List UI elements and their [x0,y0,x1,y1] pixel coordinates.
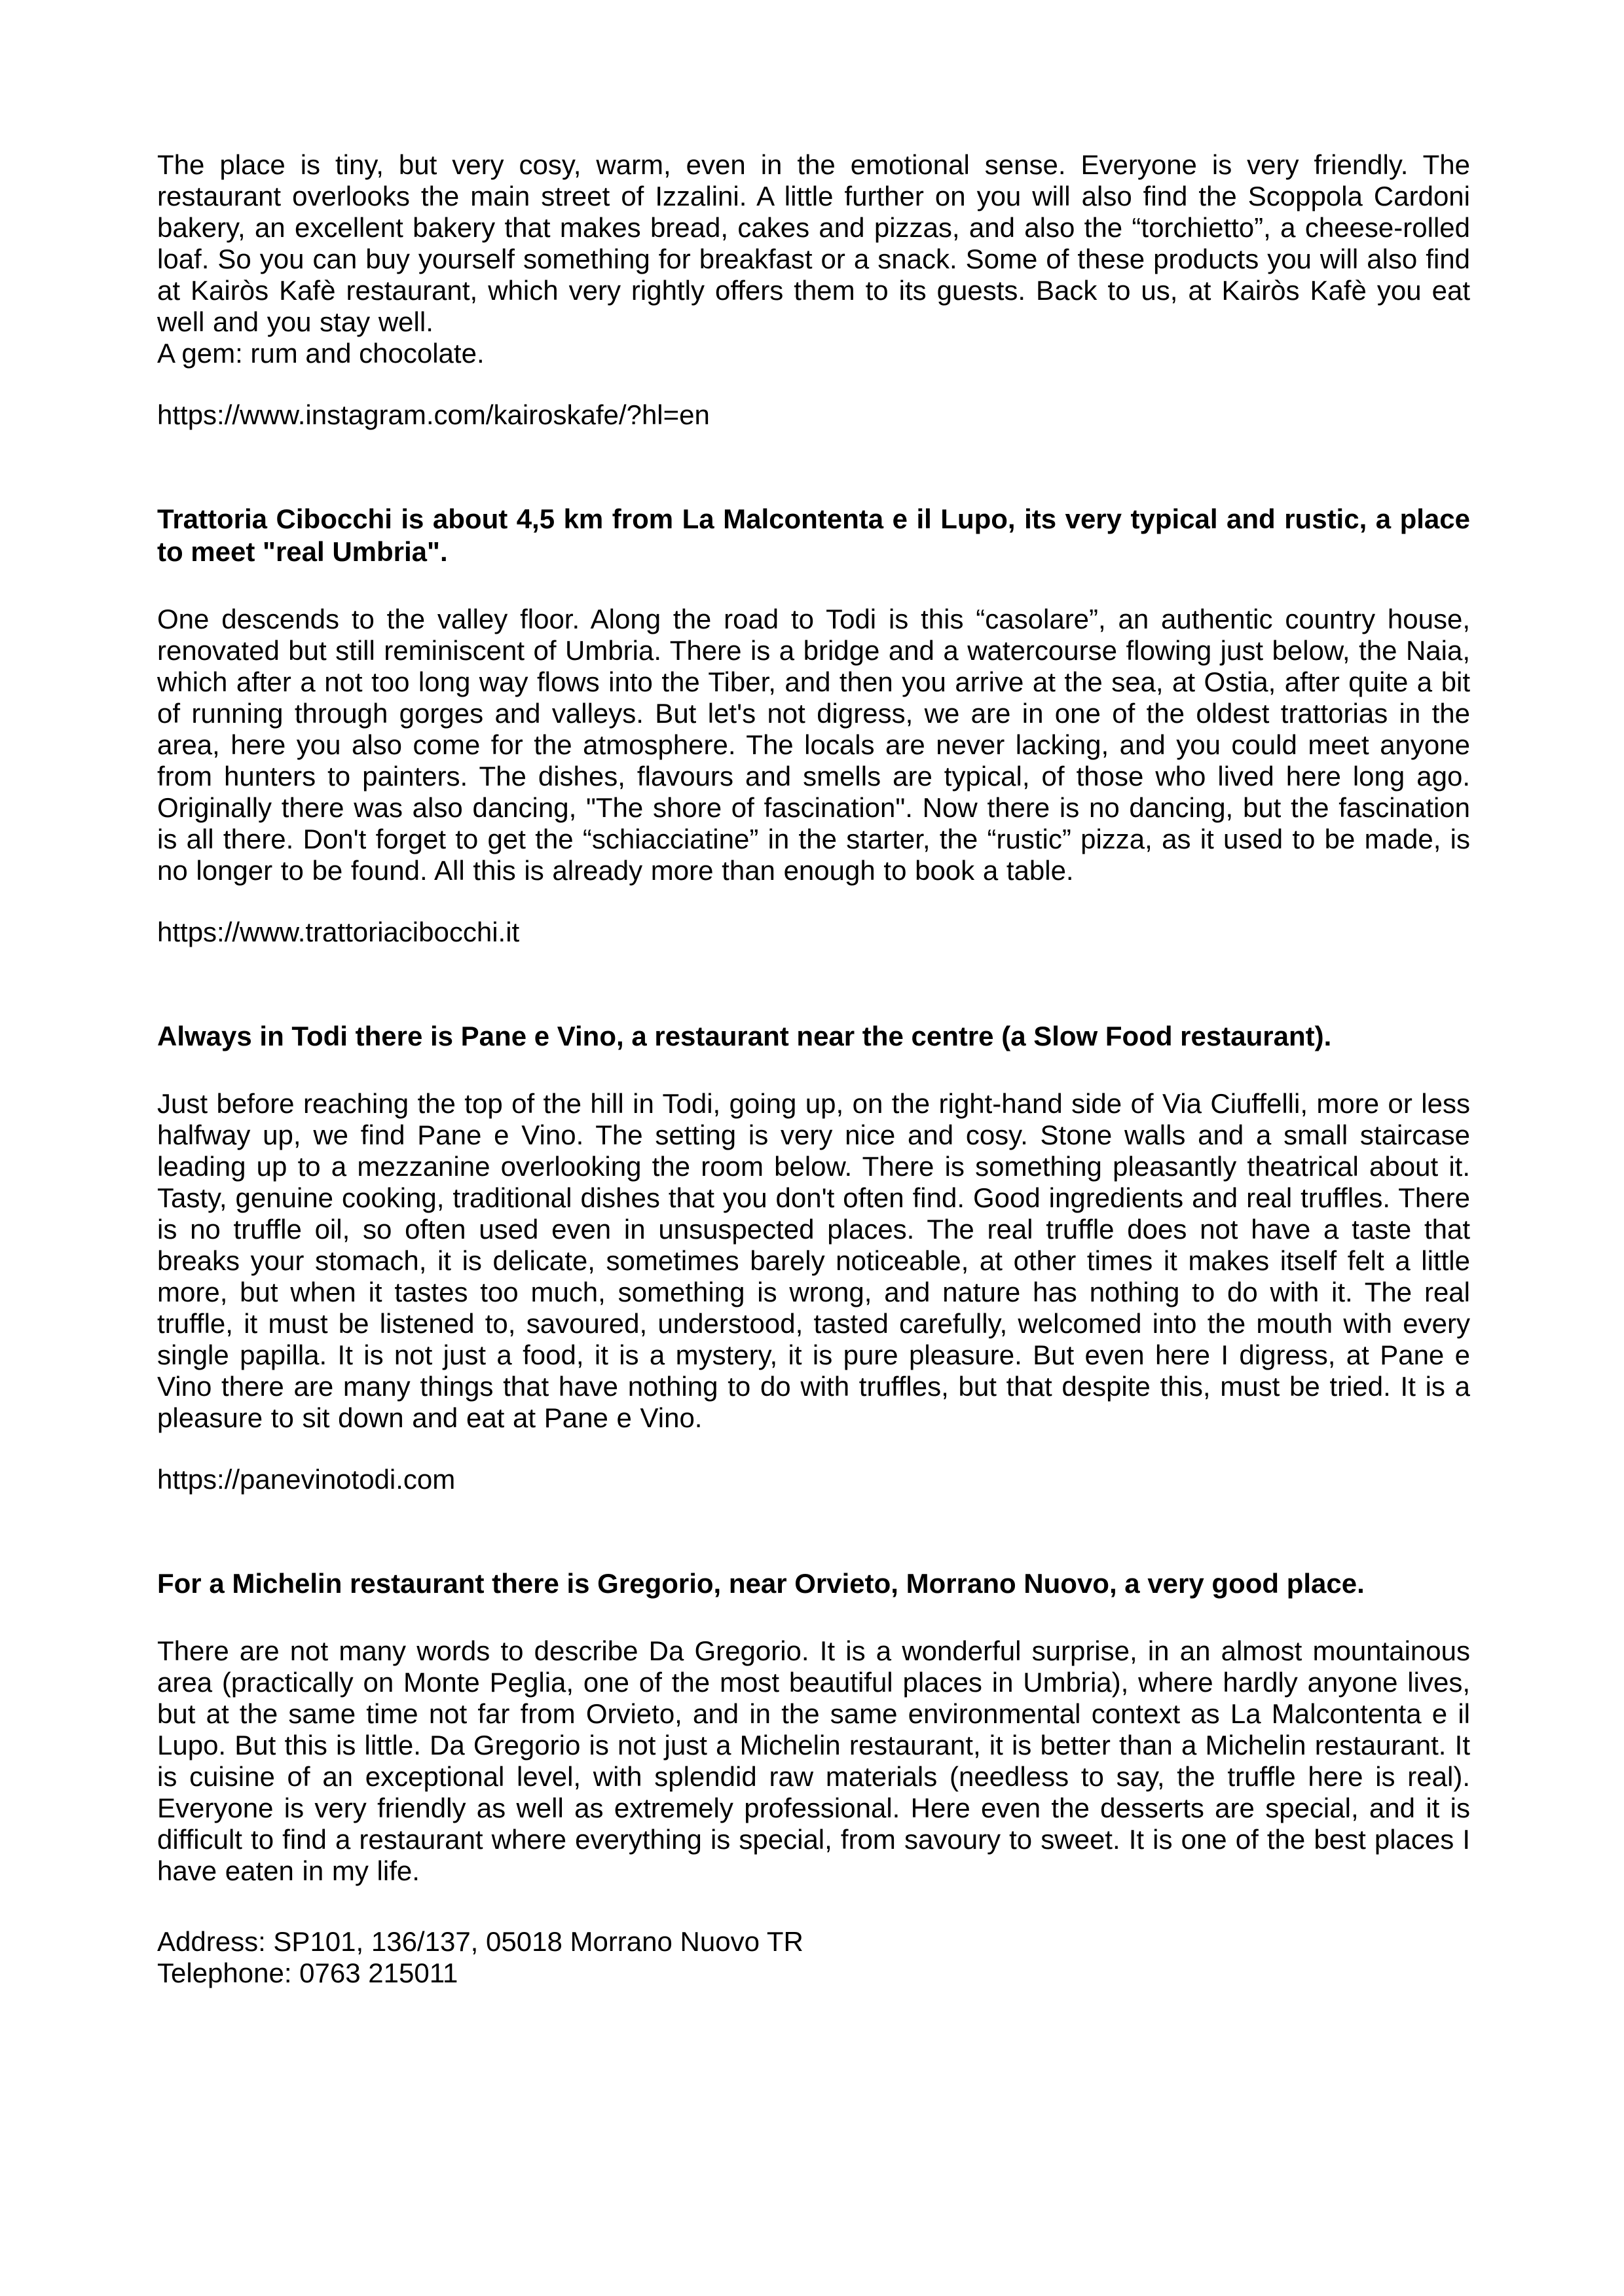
heading-da-gregorio: For a Michelin restaurant there is Gregorio, near Orvieto, Morrano Nuovo, a very good place. [157,1568,1365,1599]
line-a-gem: A gem: rum and chocolate. [157,338,485,369]
trattoria-cibocchi-url: https://www.trattoriacibocchi.it [157,917,520,947]
telephone-line: Telephone: 0763 215011 [157,1958,458,1988]
paragraph-pane-e-vino: Just before reaching the top of the hill in Todi, going up, on the right-hand side of Via Ciuffelli, more or less halfway up, we find Pane e Vino. The setting is very nice and cosy. Stone walls and a small staircase leading up to a mezzanine overlooking the room below. There is something pleasantly theatrical about it. Tasty, genuine cooking, traditional dishes that you don't often find. Good ingredients and real truffles. There is no truffle oil, so often used even in unsuspected places. The real truffle does not have a taste that breaks your stomach, it is delicate, sometimes barely noticeable, at other times it makes itself felt a little more, but when it tastes too much, something is wrong, and nature has nothing to do with it. The real truffle, it must be listened to, savoured, understood, tasted carefully, welcomed into the mouth with every single papilla. It is not just a food, it is a mystery, it is pure pleasure. But even here I digress, at Pane e Vino there are many things that have nothing to do with truffles, but that despite this, must be tried. It is a pleasure to sit down and eat at Pane e Vino. [157,1088,1470,1433]
paragraph-kairos-kafe: The place is tiny, but very cosy, warm, even in the emotional sense. Everyone is very friendly. The restaurant overlooks the main street of Izzalini. A little further on you will also find the Scoppola Cardoni bakery, an excellent bakery that makes bread, cakes and pizzas, and also the “torchietto”, a cheese-rolled loaf. So you can buy yourself something for breakfast or a snack. Some of these products you will also find at Kairòs Kafè restaurant, which very rightly offers them to its guests. Back to us, at Kairòs Kafè you eat well and you stay well. [157,149,1470,337]
heading-trattoria-cibocchi: Trattoria Cibocchi is about 4,5 km from La Malcontenta e il Lupo, its very typical and rustic, a place to meet "real Umbria". [157,503,1470,567]
heading-pane-e-vino: Always in Todi there is Pane e Vino, a restaurant near the centre (a Slow Food restaurant). [157,1021,1332,1051]
pane-e-vino-url: https://panevinotodi.com [157,1464,456,1495]
instagram-url: https://www.instagram.com/kairoskafe/?hl=en [157,399,710,430]
paragraph-trattoria-cibocchi: One descends to the valley floor. Along the road to Todi is this “casolare”, an authentic country house, renovated but still reminiscent of Umbria. There is a bridge and a watercourse flowing just below, the Naia, which after a not too long way flows into the Tiber, and then you arrive at the sea, at Ostia, after quite a bit of running through gorges and valleys. But let's not digress, we are in one of the oldest trattorias in the area, here you also come for the atmosphere. The locals are never lacking, and you could meet anyone from hunters to painters. The dishes, flavours and smells are typical, of those who lived here long ago. Originally there was also dancing, "The shore of fascination". Now there is no dancing, but the fascination is all there. Don't forget to get the “schiacciatine” in the starter, the “rustic” pizza, as it used to be made, is no longer to be found. All this is already more than enough to book a table. [157,604,1470,886]
address-line: Address: SP101, 136/137, 05018 Morrano Nuovo TR [157,1926,803,1957]
paragraph-da-gregorio: There are not many words to describe Da Gregorio. It is a wonderful surprise, in an almost mountainous area (practically on Monte Peglia, one of the most beautiful places in Umbria), where hardly anyone lives, but at the same time not far from Orvieto, and in the same environmental context as La Malcontenta e il Lupo. But this is little. Da Gregorio is not just a Michelin restaurant, it is better than a Michelin restaurant. It is cuisine of an exceptional level, with splendid raw materials (needless to say, the truffle here is real). Everyone is very friendly as well as extremely professional. Here even the desserts are special, and it is difficult to find a restaurant where everything is special, from savoury to sweet. It is one of the best places I have eaten in my life. [157,1635,1470,1886]
